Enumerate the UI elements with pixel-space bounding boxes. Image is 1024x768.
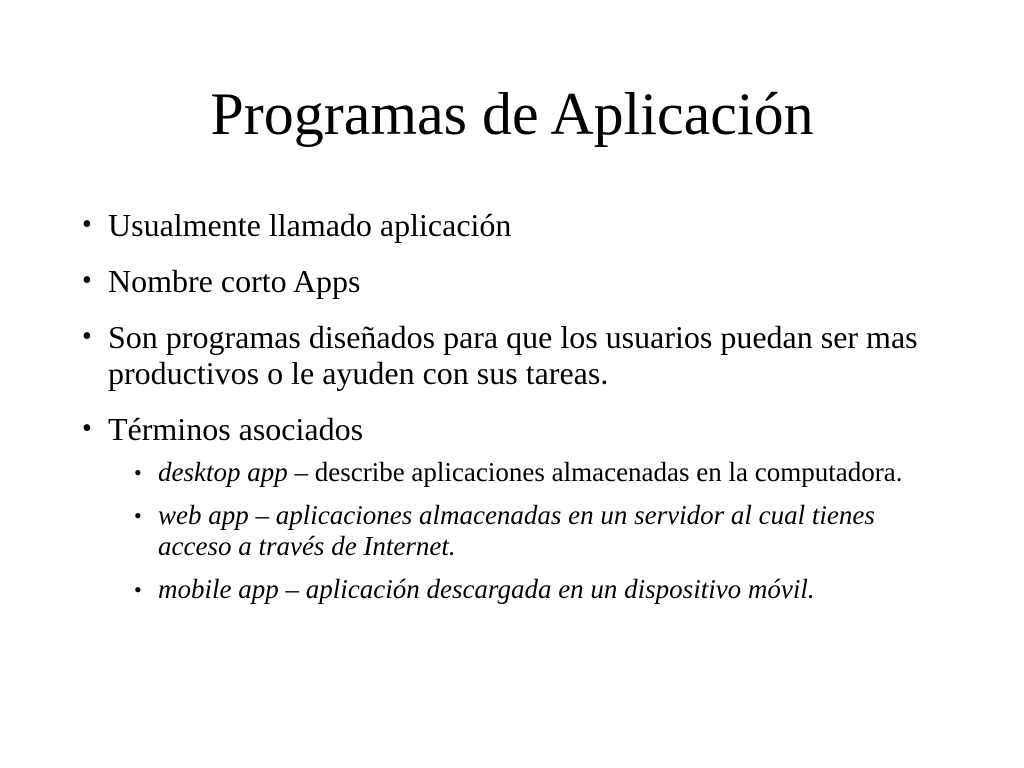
slide-title: Programas de Aplicación [210,81,814,147]
bullet-text: Son programas diseñados para que los usuarios puedan ser mas productivos o le ayuden con sus tareas. [108,319,918,391]
sub-bullet-item [134,457,942,488]
bullet-marker: • [82,413,92,444]
sub-bullet-term: web app – aplicaciones almacenadas en un servidor al cual tienes acceso a través de Internet. [158,500,875,561]
bullet-text: Términos asociados [108,411,364,447]
bullet-list [82,207,942,625]
sub-bullet-item [134,574,942,605]
bullet-item [82,411,942,605]
sub-bullet-item [134,500,942,562]
bullet-item [82,207,942,243]
sub-bullet-marker: • [134,577,142,602]
sub-bullet-marker: • [134,503,142,528]
sub-bullet-text: – describe aplicaciones almacenadas en la computadora. [287,457,903,487]
bullet-item [82,263,942,299]
bullet-marker: • [82,265,92,296]
bullet-item [82,319,942,391]
sub-bullet-term: mobile app – aplicación descargada en un dispositivo móvil. [158,574,815,604]
sub-bullet-marker: • [134,460,142,485]
bullet-marker: • [82,321,92,352]
bullet-text: Nombre corto Apps [108,263,361,299]
bullet-text: Usualmente llamado aplicación [108,207,512,243]
sub-bullet-term: desktop app [158,457,288,487]
sub-bullet-list [108,457,942,605]
bullet-marker: • [82,209,92,240]
